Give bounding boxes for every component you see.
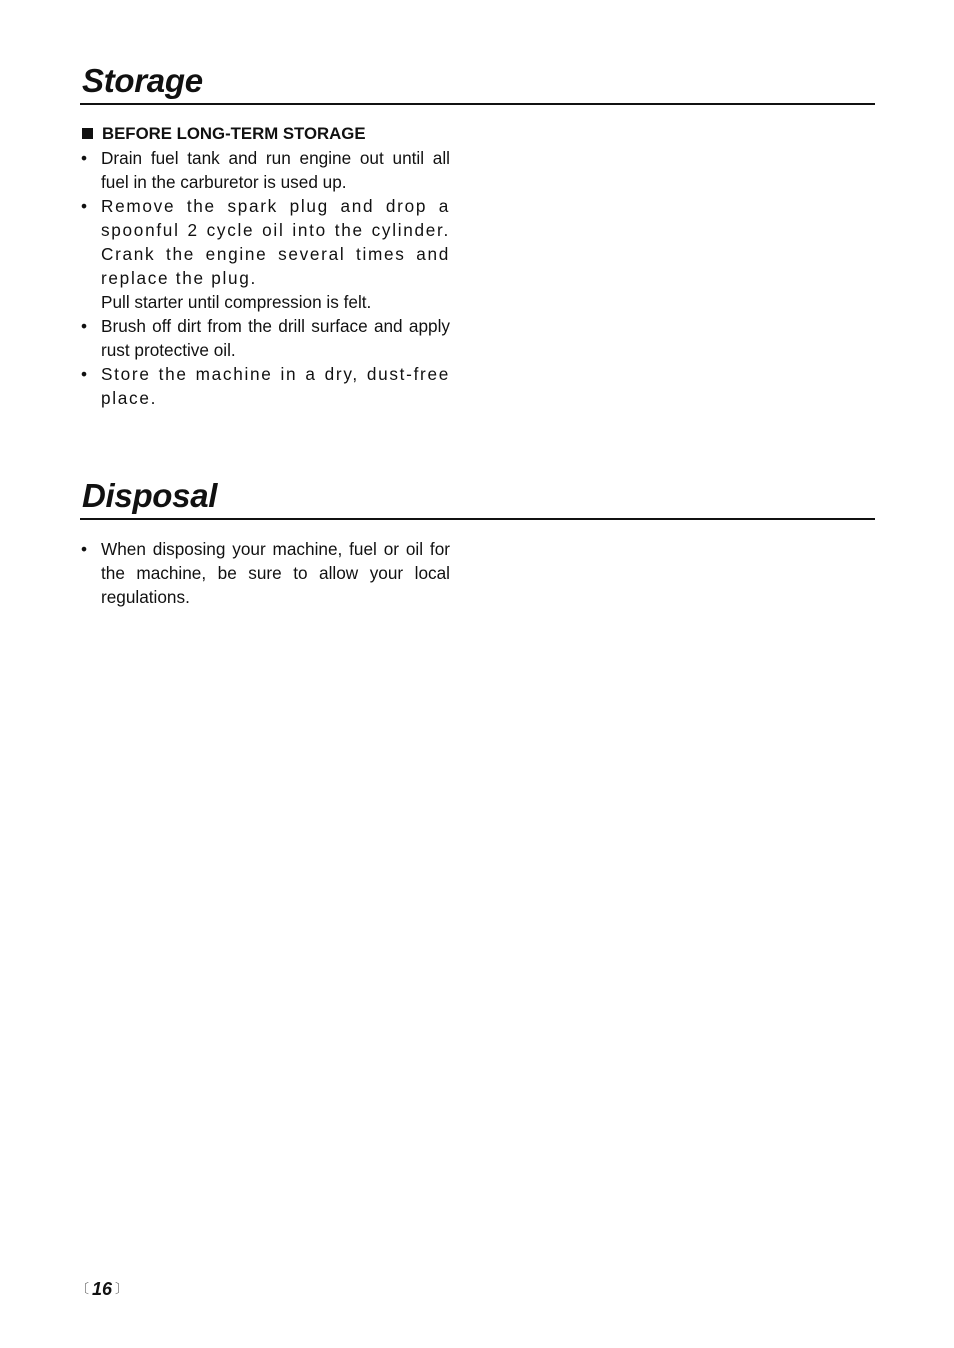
- storage-subheading-text: BEFORE LONG-TERM STORAGE: [102, 124, 366, 143]
- bullet-dot-icon: •: [80, 316, 88, 336]
- disposal-content: [80, 537, 450, 609]
- storage-item-drain-fuel: [80, 146, 450, 194]
- disposal-item: [80, 537, 450, 609]
- disposal-title-rule: [80, 518, 875, 520]
- storage-title: Storage: [82, 62, 203, 99]
- bullet-dot-icon: •: [80, 148, 88, 168]
- page-number: [76, 1277, 128, 1301]
- storage-item-text: Drain fuel tank and run engine out until all fuel in the carburetor is used up.: [101, 148, 450, 192]
- storage-content: [80, 122, 450, 410]
- storage-title-rule: [80, 103, 875, 105]
- storage-subheading: [80, 122, 450, 146]
- page-number-bracket-open: 〔: [76, 1281, 90, 1296]
- square-bullet-icon: [82, 128, 93, 139]
- page-number-bracket-close: 〕: [115, 1281, 129, 1296]
- storage-item-spark-plug: [80, 194, 450, 314]
- storage-item-note: Pull starter until compression is felt.: [101, 292, 372, 312]
- disposal-list: [80, 537, 450, 609]
- storage-item-dry-place: [80, 362, 450, 410]
- storage-item-text: Remove the spark plug and drop a spoonful 2 cycle oil into the cylinder. Crank the engine several times and replace the plug.: [101, 196, 450, 288]
- storage-list: [80, 146, 450, 410]
- storage-item-text: Store the machine in a dry, dust-free place.: [101, 364, 450, 408]
- bullet-dot-icon: •: [80, 539, 88, 559]
- bullet-dot-icon: •: [80, 364, 88, 384]
- storage-item-text: Brush off dirt from the drill surface and apply rust protective oil.: [101, 316, 450, 360]
- bullet-dot-icon: •: [80, 196, 88, 216]
- disposal-title: Disposal: [82, 477, 218, 514]
- disposal-item-text: When disposing your machine, fuel or oil for the machine, be sure to allow your local regulations.: [101, 539, 450, 607]
- page-number-value: 16: [92, 1279, 113, 1299]
- storage-item-rust-oil: [80, 314, 450, 362]
